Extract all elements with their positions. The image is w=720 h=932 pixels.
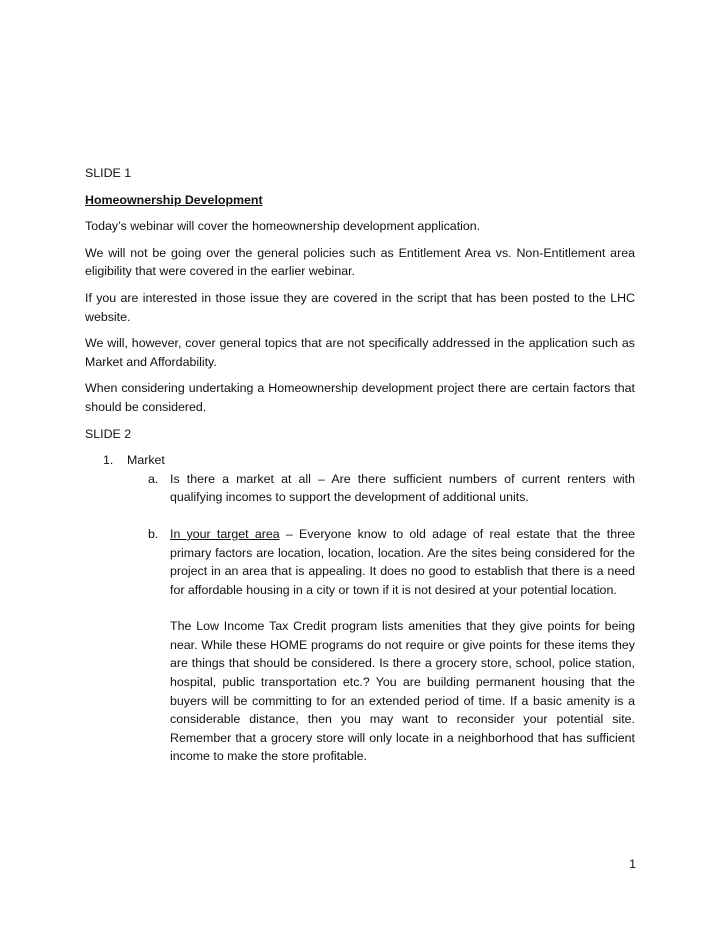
list-number: 1.	[103, 453, 114, 468]
sub-item-b	[85, 525, 635, 599]
sub-item-b-text	[170, 525, 635, 599]
sub-item-b-body: – Everyone know to old adage of real estate that the three primary factors are location, location, location. Are the sites being considered for the project in an area that is appealing. It does no good to establish that there is a need for affordable housing in a city or town if it is not desired at your potential location.	[170, 526, 636, 597]
sub-item-a	[85, 470, 635, 507]
paragraph-policies: We will not be going over the general policies such as Entitlement Area vs. Non-Entitlement area eligibility that were covered in the earlier webinar.	[85, 245, 635, 279]
section-heading: Homeownership Development	[85, 192, 263, 207]
sub-item-letter: a.	[148, 471, 159, 486]
spacer	[85, 599, 635, 617]
paragraph-topics: We will, however, cover general topics that are not specifically addressed in the application such as Market and Affordability.	[85, 336, 635, 369]
sub-item-a-text: Is there a market at all – Are there sufficient numbers of current renters with qualifying incomes to support the development of additional units.	[170, 471, 635, 505]
spacer	[85, 507, 635, 525]
paragraph-factors: When considering undertaking a Homeownership development project there are certain factors that should be considered.	[85, 381, 635, 414]
page-number: 1	[629, 857, 636, 871]
document-body	[85, 164, 635, 766]
sub-item-letter: b.	[148, 526, 159, 541]
amenities-paragraph: The Low Income Tax Credit program lists amenities that they give points for being near. While these HOME programs do not require or give points for these items they are things that should be considered. Is there a grocery store, school, police station, hospital, public transportation etc.? You are building permanent housing that the buyers will be committing to for an extended period of time. If a basic amenity is a considerable distance, then you may want to reconsider your potential site. Remember that a grocery store will only locate in a neighborhood that has sufficient income to make the store profitable.	[170, 619, 635, 764]
target-area-label: In your target area	[170, 526, 280, 541]
slide-1-label: SLIDE 1	[85, 166, 132, 180]
sub-item-b-continued	[85, 617, 635, 766]
slide-2-label: SLIDE 2	[85, 426, 132, 441]
list-item-label: Market	[127, 453, 165, 468]
list-item-market	[85, 451, 635, 470]
paragraph-intro: Today’s webinar will cover the homeownership development application.	[85, 219, 481, 234]
paragraph-script: If you are interested in those issue they are covered in the script that has been posted to the LHC website.	[85, 290, 635, 324]
